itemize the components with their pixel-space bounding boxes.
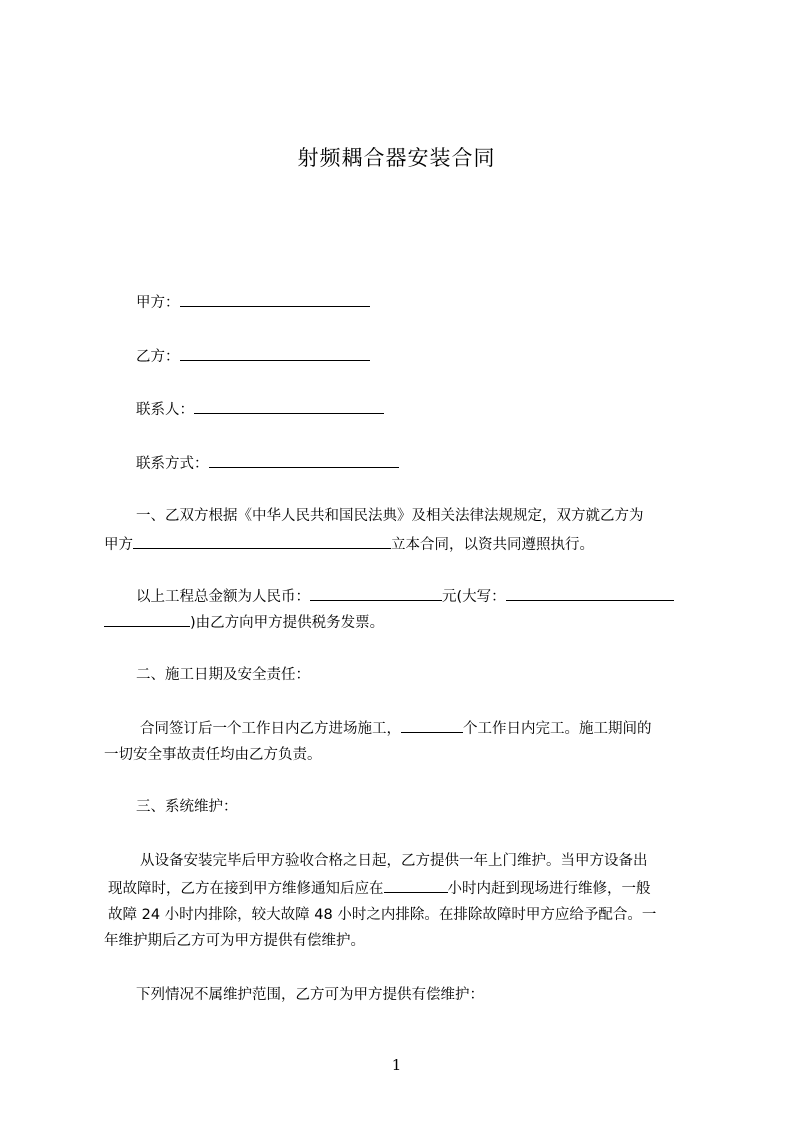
- amount-number-blank: [310, 586, 442, 601]
- amount-words-blank-1: [506, 586, 674, 601]
- contact-method-label: 联系方式：: [136, 456, 209, 472]
- amount-words-label: 元(大写：: [442, 589, 506, 605]
- section-3-line-5: 下列情况不属维护范围，乙方可为甲方提供有偿维护：: [136, 987, 484, 1003]
- section-2-line-2: 一切安全事故责任均由乙方负责。: [104, 747, 322, 763]
- completion-days-blank: [401, 718, 463, 733]
- intro-line-1: 一、乙双方根据《中华人民共和国民法典》及相关法律法规规定，双方就乙方为: [136, 508, 644, 524]
- party-a-blank: [180, 292, 370, 307]
- contact-label: 联系人：: [136, 402, 194, 418]
- contact-method-blank: [209, 453, 399, 468]
- amount-invoice-text: )由乙方向甲方提供税务发票。: [190, 615, 385, 631]
- section-3-line-4: 年维护期后乙方可为甲方提供有偿维护。: [104, 933, 365, 949]
- contact-blank: [194, 399, 384, 414]
- amount-words-blank-2: [104, 612, 190, 627]
- amount-line-2: [104, 612, 384, 633]
- section-2-line-1: [140, 718, 652, 739]
- section-2-line-1-start: 合同签订后一个工作日内乙方进场施工，: [140, 721, 401, 737]
- section-2-line-1-end: 个工作日内完工。施工期间的: [463, 721, 652, 737]
- contact-field: [136, 399, 384, 420]
- section-3-line-3: 故障 24 小时内排除，较大故障 48 小时之内排除。在排除故障时甲方应给予配合。一: [108, 907, 657, 923]
- amount-label: 以上工程总金额为人民币：: [136, 589, 310, 605]
- intro-line-2-end: 立本合同，以资共同遵照执行。: [391, 537, 594, 553]
- party-b-label: 乙方：: [136, 349, 180, 365]
- response-hours-blank: [384, 878, 448, 893]
- intro-line-2-start: 甲方: [104, 537, 133, 553]
- section-3-heading: 三、系统维护：: [136, 799, 238, 815]
- page-number: 1: [391, 1056, 402, 1074]
- amount-line-1: [136, 586, 674, 607]
- section-3-line-2-start: 现故障时，乙方在接到甲方维修通知后应在: [108, 881, 384, 897]
- party-b-blank: [180, 346, 370, 361]
- section-2-heading: 二、施工日期及安全责任：: [136, 667, 310, 683]
- party-b-field: [136, 346, 370, 367]
- section-3-line-1: 从设备安装完毕后甲方验收合格之日起，乙方提供一年上门维护。当甲方设备出: [140, 853, 648, 869]
- section-3-line-2: [108, 878, 651, 899]
- party-a-field: [136, 292, 370, 313]
- intro-project-blank: [133, 534, 391, 549]
- party-a-label: 甲方：: [136, 295, 180, 311]
- contact-method-field: [136, 453, 399, 474]
- section-3-line-2-end: 小时内赶到现场进行维修，一般: [447, 881, 651, 897]
- document-title: 射频耦合器安装合同: [297, 146, 496, 170]
- intro-line-2: [104, 534, 594, 555]
